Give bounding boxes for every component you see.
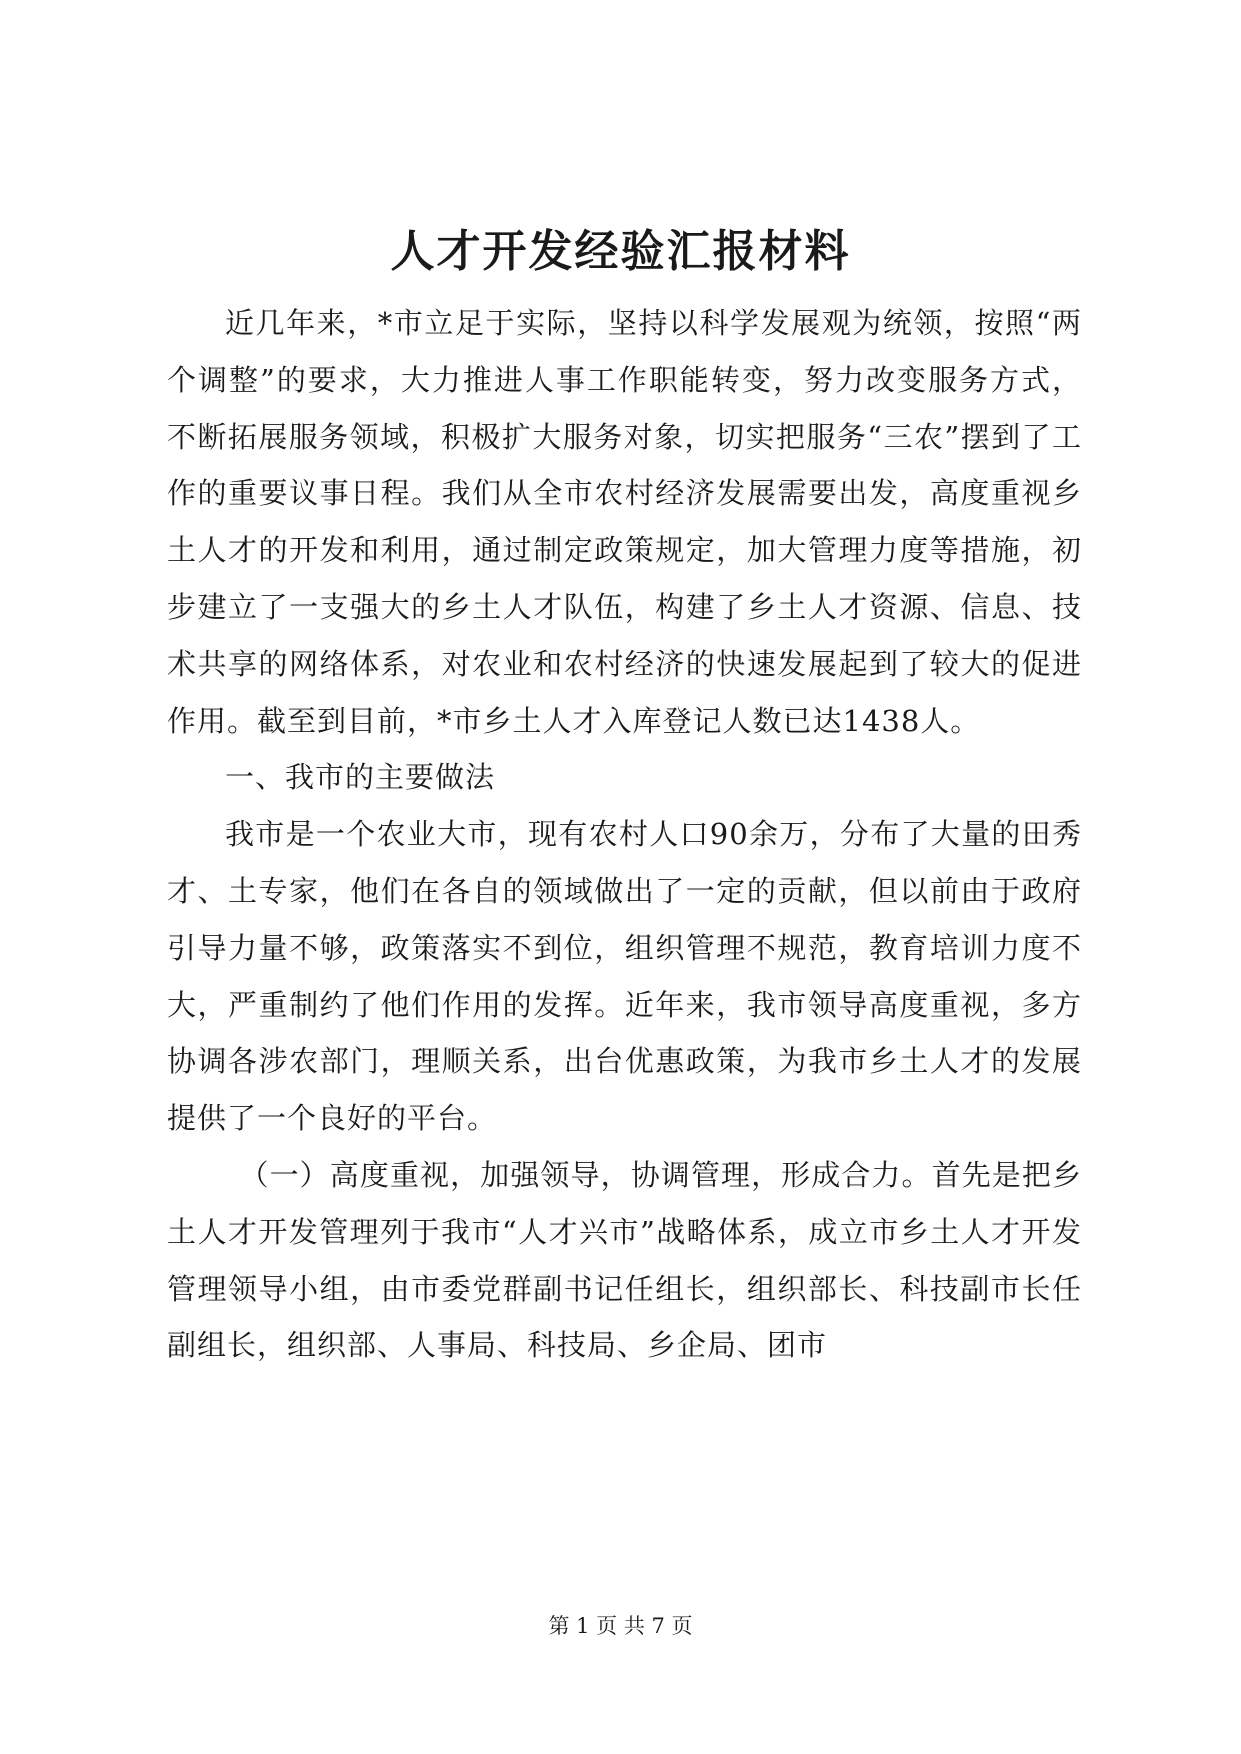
- document-title: 人才开发经验汇报材料: [390, 226, 851, 277]
- page-footer: 第 1 页 共 7 页: [548, 1614, 693, 1638]
- subsection-paragraph: （一）高度重视，加强领导，协调管理，形成合力。首先是把乡土人才开发管理列于我市“人才兴市”战略体系，成立市乡土人才开发管理领导小组，由市委党群副书记任组长，组织部长、科技副市长任副组长，组织部、人事局、科技局、乡企局、团市: [167, 1157, 1082, 1363]
- body-paragraph: 我市是一个农业大市，现有农村人口90余万，分布了大量的田秀才、土专家，他们在各自的领域做出了一定的贡献，但以前由于政府引导力量不够，政策落实不到位，组织管理不规范，教育培训力度不大，严重制约了他们作用的发挥。近年来，我市领导高度重视，多方协调各涉农部门，理顺关系，出台优惠政策，为我市乡土人才的发展提供了一个良好的平台。: [167, 817, 1082, 1136]
- section-heading: 一、我市的主要做法: [225, 760, 496, 795]
- document-body: [167, 295, 1082, 1374]
- intro-paragraph: 近几年来，*市立足于实际，坚持以科学发展观为统领，按照“两个调整”的要求，大力推进人事工作职能转变，努力改变服务方式，不断拓展服务领域，积极扩大服务对象，切实把服务“三农”摆到了工作的重要议事日程。我们从全市农村经济发展需要出发，高度重视乡土人才的开发和利用，通过制定政策规定，加大管理力度等措施，初步建立了一支强大的乡土人才队伍，构建了乡土人才资源、信息、技术共享的网络体系，对农业和农村经济的快速发展起到了较大的促进作用。截至到目前，*市乡土人才入库登记人数已达1438人。: [167, 306, 1082, 738]
